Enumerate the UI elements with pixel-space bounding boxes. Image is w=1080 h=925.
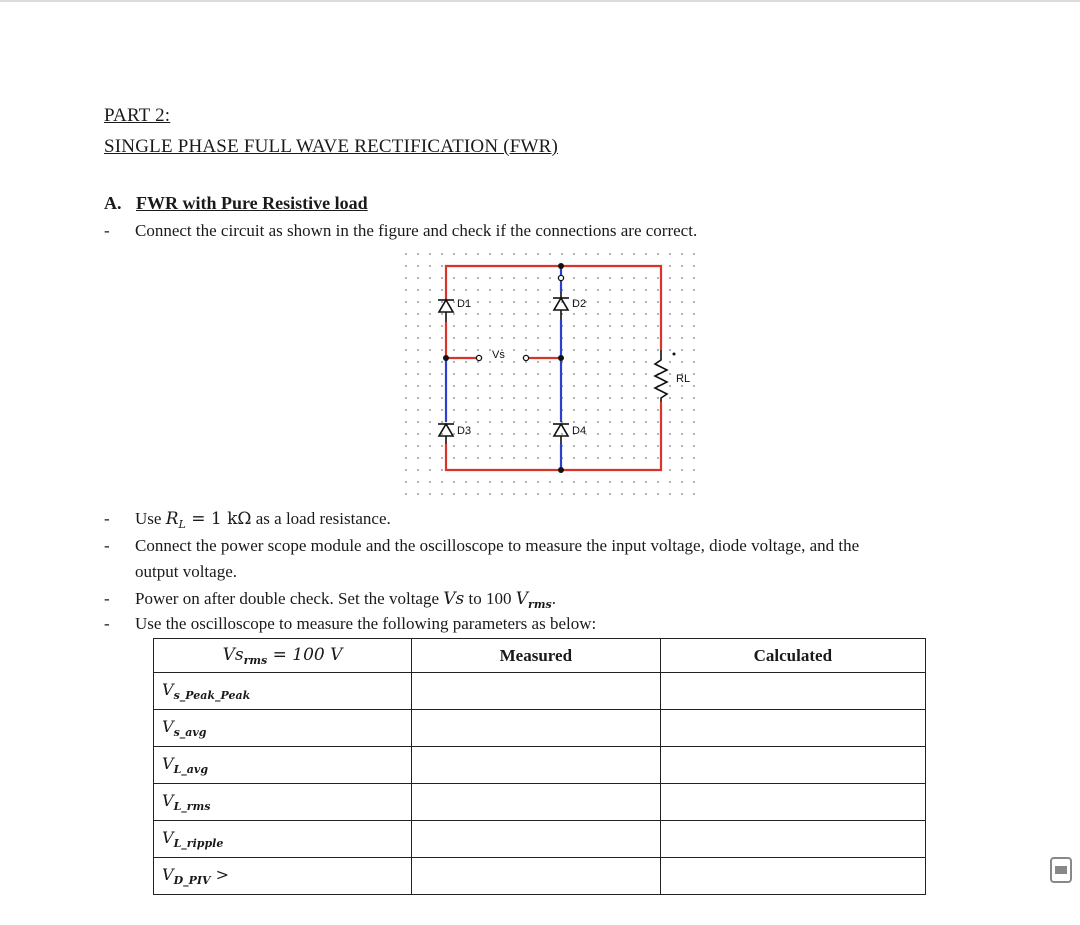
header-math: Vs	[222, 644, 244, 665]
label-vs: Vs	[492, 349, 505, 361]
bullet-dash: -	[104, 536, 110, 555]
param-symbol: V	[162, 717, 174, 736]
part-heading: PART 2:	[104, 105, 171, 126]
param-symbol: V	[162, 754, 174, 773]
table-row	[154, 784, 926, 821]
text-run: Use	[135, 509, 166, 528]
bullet-text: Use the oscilloscope to measure the following parameters as below:	[135, 614, 597, 633]
param-symbol: V	[162, 865, 174, 884]
param-subscript: D_PIV	[173, 874, 211, 887]
bullet-dash: -	[104, 614, 110, 633]
math-subscript: L	[178, 518, 186, 531]
bullet-text-line1: Connect the power scope module and the oscilloscope to measure the input voltage, diode voltage, and the	[135, 536, 860, 555]
section-title: FWR with Pure Resistive load	[136, 193, 368, 213]
header-measured: Measured	[412, 639, 661, 673]
bullet-dash: -	[104, 589, 110, 608]
text-run: to 100	[464, 589, 516, 608]
param-subscript: L_rms	[173, 800, 211, 813]
param-cell	[154, 747, 412, 784]
param-symbol: V	[162, 791, 174, 810]
param-suffix: >	[210, 865, 230, 884]
math-unit: V	[515, 589, 529, 609]
bullet-dash: -	[104, 221, 110, 240]
top-border	[0, 0, 1080, 2]
math-subscript: rms	[528, 598, 552, 611]
param-cell	[154, 710, 412, 747]
label-d2: D2	[572, 298, 587, 310]
measured-cell[interactable]	[412, 784, 661, 821]
param-subscript: s_Peak_Peak	[173, 689, 251, 702]
section-heading	[104, 193, 368, 214]
param-cell	[154, 821, 412, 858]
section-label: A.	[104, 193, 122, 213]
table-row	[154, 673, 926, 710]
param-cell	[154, 673, 412, 710]
measured-cell[interactable]	[412, 710, 661, 747]
measured-cell[interactable]	[412, 858, 661, 895]
table-row	[154, 858, 926, 895]
label-d1: D1	[457, 298, 472, 310]
header-vs-rms	[154, 639, 412, 673]
rl-polarity-dot	[673, 353, 676, 356]
param-cell	[154, 858, 412, 895]
measured-cell[interactable]	[412, 673, 661, 710]
label-rl: RL	[676, 373, 691, 385]
bullet-text: Connect the circuit as shown in the figure and check if the connections are correct.	[135, 221, 698, 240]
param-symbol: V	[162, 680, 174, 699]
text-run: .	[551, 589, 556, 608]
fwr-circuit-diagram	[404, 252, 704, 497]
label-d3: D3	[457, 425, 472, 437]
header-calculated: Calculated	[660, 639, 925, 673]
header-value: = 100 V	[267, 644, 343, 665]
table-row	[154, 821, 926, 858]
param-subscript: L_avg	[173, 763, 209, 776]
math-value: = 1 kΩ	[185, 509, 252, 529]
math-symbol: R	[165, 509, 179, 529]
measured-cell[interactable]	[412, 821, 661, 858]
calculated-cell[interactable]	[660, 784, 925, 821]
calculated-cell[interactable]	[660, 673, 925, 710]
calculated-cell[interactable]	[660, 747, 925, 784]
param-cell	[154, 784, 412, 821]
header-subscript: rms	[243, 653, 268, 667]
math-symbol: Vs	[443, 589, 465, 609]
measured-cell[interactable]	[412, 747, 661, 784]
table-row	[154, 710, 926, 747]
text-run: Power on after double check. Set the voltage	[135, 589, 444, 608]
calculated-cell[interactable]	[660, 710, 925, 747]
calculated-cell[interactable]	[660, 821, 925, 858]
table-row	[154, 747, 926, 784]
param-subscript: s_avg	[173, 726, 207, 739]
sidebar-toggle-icon[interactable]	[1050, 857, 1072, 883]
parameters-table	[153, 638, 926, 895]
param-symbol: V	[162, 828, 174, 847]
part-title: SINGLE PHASE FULL WAVE RECTIFICATION (FWR)	[104, 136, 559, 157]
calculated-cell[interactable]	[660, 858, 925, 895]
param-subscript: L_ripple	[173, 837, 224, 850]
text-run: as a load resistance.	[251, 509, 391, 528]
label-d4: D4	[572, 425, 587, 437]
bullet-text-line2: output voltage.	[135, 562, 237, 581]
table-header-row	[154, 639, 926, 673]
bullet-dash: -	[104, 509, 110, 528]
